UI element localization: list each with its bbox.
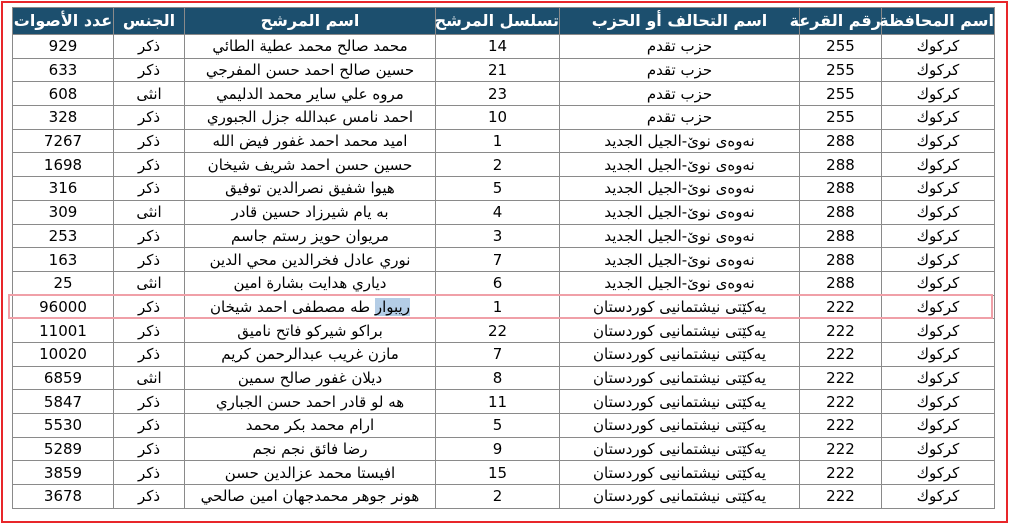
- results-table: [12, 7, 995, 509]
- cell-votes[interactable]: 5530: [13, 414, 114, 438]
- table-row[interactable]: [13, 153, 995, 177]
- cell-gender[interactable]: ذكر: [114, 390, 185, 414]
- table-row[interactable]: [13, 224, 995, 248]
- cell-governorate[interactable]: كركوك: [882, 366, 995, 390]
- cell-candidate[interactable]: دياري هدايت بشارة امين: [185, 271, 436, 295]
- cell-votes[interactable]: 316: [13, 177, 114, 201]
- cell-candidate[interactable]: مازن غريب عبدالرحمن كريم: [185, 342, 436, 366]
- cell-gender[interactable]: ذكر: [114, 414, 185, 438]
- cell-alliance[interactable]: یەکێتی نیشتمانیی کوردستان: [560, 390, 800, 414]
- cell-gender[interactable]: انثى: [114, 271, 185, 295]
- cell-alliance[interactable]: نەوەی نوێ-الجيل الجديد: [560, 200, 800, 224]
- cell-ballot-no[interactable]: 222: [800, 390, 882, 414]
- cell-sequence[interactable]: 2: [436, 153, 560, 177]
- cell-votes[interactable]: 96000: [13, 295, 114, 319]
- cell-ballot-no[interactable]: 255: [800, 82, 882, 106]
- cell-ballot-no[interactable]: 288: [800, 129, 882, 153]
- header-governorate[interactable]: اسم المحافظة: [882, 8, 995, 35]
- cell-gender[interactable]: ذكر: [114, 177, 185, 201]
- cell-governorate[interactable]: كركوك: [882, 58, 995, 82]
- cell-alliance[interactable]: یەکێتی نیشتمانیی کوردستان: [560, 414, 800, 438]
- cell-governorate[interactable]: كركوك: [882, 129, 995, 153]
- table-row[interactable]: [13, 58, 995, 82]
- cell-votes[interactable]: 5289: [13, 437, 114, 461]
- cell-sequence[interactable]: 14: [436, 35, 560, 59]
- table-row[interactable]: [13, 106, 995, 130]
- cell-alliance[interactable]: نەوەی نوێ-الجيل الجديد: [560, 224, 800, 248]
- cell-ballot-no[interactable]: 288: [800, 271, 882, 295]
- cell-gender[interactable]: انثى: [114, 82, 185, 106]
- cell-candidate[interactable]: نوري عادل فخرالدين محي الدين: [185, 248, 436, 272]
- cell-gender[interactable]: ذكر: [114, 129, 185, 153]
- cell-ballot-no[interactable]: 222: [800, 461, 882, 485]
- cell-votes[interactable]: 309: [13, 200, 114, 224]
- cell-ballot-no[interactable]: 255: [800, 106, 882, 130]
- cell-candidate[interactable]: مروه علي ساير محمد الدليمي: [185, 82, 436, 106]
- table-row[interactable]: [13, 129, 995, 153]
- cell-alliance[interactable]: حزب تقدم: [560, 82, 800, 106]
- cell-governorate[interactable]: كركوك: [882, 319, 995, 343]
- cell-governorate[interactable]: كركوك: [882, 248, 995, 272]
- candidate-name-rest: طه مصطفى احمد شيخان: [210, 297, 375, 316]
- cell-governorate[interactable]: كركوك: [882, 224, 995, 248]
- cell-sequence[interactable]: 23: [436, 82, 560, 106]
- cell-candidate[interactable]: براكو شيركو فاتح نامیق: [185, 319, 436, 343]
- cell-governorate[interactable]: كركوك: [882, 414, 995, 438]
- table-row[interactable]: [13, 295, 995, 319]
- table-row[interactable]: [13, 35, 995, 59]
- cell-ballot-no[interactable]: 222: [800, 295, 882, 319]
- cell-alliance[interactable]: یەکێتی نیشتمانیی کوردستان: [560, 366, 800, 390]
- header-row: [13, 8, 995, 35]
- cell-ballot-no[interactable]: 255: [800, 35, 882, 59]
- table-row[interactable]: [13, 414, 995, 438]
- cell-gender[interactable]: انثى: [114, 200, 185, 224]
- cell-gender[interactable]: ذكر: [114, 35, 185, 59]
- cell-gender[interactable]: ذكر: [114, 295, 185, 319]
- cell-sequence[interactable]: 7: [436, 342, 560, 366]
- cell-votes[interactable]: 3678: [13, 485, 114, 509]
- table-row[interactable]: [13, 271, 995, 295]
- cell-candidate[interactable]: حسين صالح احمد حسن المفرجي: [185, 58, 436, 82]
- cell-ballot-no[interactable]: 222: [800, 414, 882, 438]
- cell-alliance[interactable]: حزب تقدم: [560, 58, 800, 82]
- cell-governorate[interactable]: كركوك: [882, 153, 995, 177]
- cell-votes[interactable]: 6859: [13, 366, 114, 390]
- cell-alliance[interactable]: یەکێتی نیشتمانیی کوردستان: [560, 319, 800, 343]
- cell-ballot-no[interactable]: 288: [800, 200, 882, 224]
- cell-sequence[interactable]: 4: [436, 200, 560, 224]
- table-row[interactable]: [13, 342, 995, 366]
- cell-candidate[interactable]: هيوا شفيق نصرالدين توفيق: [185, 177, 436, 201]
- cell-alliance[interactable]: یەکێتی نیشتمانیی کوردستان: [560, 295, 800, 319]
- cell-votes[interactable]: 253: [13, 224, 114, 248]
- header-votes[interactable]: عدد الأصوات: [13, 8, 114, 35]
- table-row[interactable]: [13, 461, 995, 485]
- cell-alliance[interactable]: نەوەی نوێ-الجيل الجديد: [560, 129, 800, 153]
- cell-alliance[interactable]: نەوەی نوێ-الجيل الجديد: [560, 177, 800, 201]
- table-row[interactable]: [13, 319, 995, 343]
- cell-candidate[interactable]: هه لو قادر احمد حسن الجباري: [185, 390, 436, 414]
- cell-alliance[interactable]: حزب تقدم: [560, 35, 800, 59]
- cell-votes[interactable]: 633: [13, 58, 114, 82]
- cell-governorate[interactable]: كركوك: [882, 295, 995, 319]
- cell-sequence[interactable]: 9: [436, 437, 560, 461]
- cell-sequence[interactable]: 15: [436, 461, 560, 485]
- table-row[interactable]: [13, 82, 995, 106]
- cell-sequence[interactable]: 8: [436, 366, 560, 390]
- cell-votes[interactable]: 328: [13, 106, 114, 130]
- cell-ballot-no[interactable]: 222: [800, 319, 882, 343]
- cell-governorate[interactable]: كركوك: [882, 200, 995, 224]
- cell-governorate[interactable]: كركوك: [882, 177, 995, 201]
- cell-alliance[interactable]: یەکێتی نیشتمانیی کوردستان: [560, 342, 800, 366]
- table-row[interactable]: [13, 366, 995, 390]
- cell-sequence[interactable]: 21: [436, 58, 560, 82]
- cell-ballot-no[interactable]: 288: [800, 224, 882, 248]
- header-gender[interactable]: الجنس: [114, 8, 185, 35]
- cell-governorate[interactable]: كركوك: [882, 485, 995, 509]
- cell-votes[interactable]: 10020: [13, 342, 114, 366]
- cell-candidate[interactable]: مريوان حويز رستم جاسم: [185, 224, 436, 248]
- cell-governorate[interactable]: كركوك: [882, 461, 995, 485]
- cell-governorate[interactable]: كركوك: [882, 106, 995, 130]
- cell-candidate[interactable]: [185, 295, 436, 319]
- cell-ballot-no[interactable]: 222: [800, 485, 882, 509]
- cell-candidate[interactable]: ارام محمد بكر محمد: [185, 414, 436, 438]
- cell-ballot-no[interactable]: 288: [800, 177, 882, 201]
- cell-votes[interactable]: 11001: [13, 319, 114, 343]
- cell-alliance[interactable]: حزب تقدم: [560, 106, 800, 130]
- cell-gender[interactable]: ذكر: [114, 153, 185, 177]
- cell-gender[interactable]: ذكر: [114, 342, 185, 366]
- cell-sequence[interactable]: 7: [436, 248, 560, 272]
- cell-alliance[interactable]: نەوەی نوێ-الجيل الجديد: [560, 153, 800, 177]
- cell-gender[interactable]: ذكر: [114, 248, 185, 272]
- cell-sequence[interactable]: 22: [436, 319, 560, 343]
- table-row[interactable]: [13, 437, 995, 461]
- cell-gender[interactable]: ذكر: [114, 485, 185, 509]
- cell-sequence[interactable]: 5: [436, 414, 560, 438]
- cell-gender[interactable]: انثى: [114, 366, 185, 390]
- cell-votes[interactable]: 7267: [13, 129, 114, 153]
- cell-ballot-no[interactable]: 288: [800, 248, 882, 272]
- cell-votes[interactable]: 1698: [13, 153, 114, 177]
- cell-ballot-no[interactable]: 288: [800, 153, 882, 177]
- cell-votes[interactable]: 929: [13, 35, 114, 59]
- cell-candidate[interactable]: احمد نامس عبدالله جزل الجبوري: [185, 106, 436, 130]
- cell-sequence[interactable]: 1: [436, 295, 560, 319]
- cell-gender[interactable]: ذكر: [114, 106, 185, 130]
- cell-gender[interactable]: ذكر: [114, 224, 185, 248]
- header-alliance[interactable]: اسم التحالف أو الحزب: [560, 8, 800, 35]
- cell-sequence[interactable]: 5: [436, 177, 560, 201]
- cell-candidate[interactable]: اميد محمد احمد غفور فيض الله: [185, 129, 436, 153]
- header-ballot-no[interactable]: رقم القرعة: [800, 8, 882, 35]
- cell-sequence[interactable]: 1: [436, 129, 560, 153]
- cell-ballot-no[interactable]: 222: [800, 342, 882, 366]
- cell-governorate[interactable]: كركوك: [882, 35, 995, 59]
- cell-candidate[interactable]: ديلان غفور صالح سمين: [185, 366, 436, 390]
- cell-sequence[interactable]: 11: [436, 390, 560, 414]
- cell-candidate[interactable]: رضا فائق نجم نجم: [185, 437, 436, 461]
- cell-alliance[interactable]: یەکێتی نیشتمانیی کوردستان: [560, 485, 800, 509]
- cell-gender[interactable]: ذكر: [114, 461, 185, 485]
- cell-alliance[interactable]: نەوەی نوێ-الجيل الجديد: [560, 271, 800, 295]
- cell-governorate[interactable]: كركوك: [882, 82, 995, 106]
- cell-sequence[interactable]: 10: [436, 106, 560, 130]
- cell-candidate[interactable]: به يام شيرزاد حسين قادر: [185, 200, 436, 224]
- cell-governorate[interactable]: كركوك: [882, 390, 995, 414]
- cell-votes[interactable]: 608: [13, 82, 114, 106]
- table-row[interactable]: [13, 200, 995, 224]
- cell-ballot-no[interactable]: 222: [800, 437, 882, 461]
- cell-sequence[interactable]: 3: [436, 224, 560, 248]
- cell-alliance[interactable]: یەکێتی نیشتمانیی کوردستان: [560, 437, 800, 461]
- table-row[interactable]: [13, 390, 995, 414]
- cell-votes[interactable]: 3859: [13, 461, 114, 485]
- table-row[interactable]: [13, 485, 995, 509]
- cell-alliance[interactable]: یەکێتی نیشتمانیی کوردستان: [560, 461, 800, 485]
- cell-gender[interactable]: ذكر: [114, 319, 185, 343]
- cell-candidate[interactable]: هونر جوهر محمدجهان امين صالحي: [185, 485, 436, 509]
- cell-candidate[interactable]: افيستا محمد عزالدين حسن: [185, 461, 436, 485]
- cell-governorate[interactable]: كركوك: [882, 271, 995, 295]
- cell-alliance[interactable]: نەوەی نوێ-الجيل الجديد: [560, 248, 800, 272]
- cell-votes[interactable]: 163: [13, 248, 114, 272]
- cell-governorate[interactable]: كركوك: [882, 342, 995, 366]
- cell-sequence[interactable]: 6: [436, 271, 560, 295]
- cell-votes[interactable]: 5847: [13, 390, 114, 414]
- header-sequence[interactable]: تسلسل المرشح: [436, 8, 560, 35]
- cell-gender[interactable]: ذكر: [114, 58, 185, 82]
- header-candidate[interactable]: اسم المرشح: [185, 8, 436, 35]
- table-row[interactable]: [13, 248, 995, 272]
- cell-candidate[interactable]: حسين حسن احمد شريف شيخان: [185, 153, 436, 177]
- cell-ballot-no[interactable]: 222: [800, 366, 882, 390]
- selected-text[interactable]: ريبوار: [374, 297, 410, 316]
- cell-votes[interactable]: 25: [13, 271, 114, 295]
- cell-ballot-no[interactable]: 255: [800, 58, 882, 82]
- cell-sequence[interactable]: 2: [436, 485, 560, 509]
- cell-gender[interactable]: ذكر: [114, 437, 185, 461]
- cell-governorate[interactable]: كركوك: [882, 437, 995, 461]
- cell-candidate[interactable]: محمد صالح محمد عطية الطائي: [185, 35, 436, 59]
- table-row[interactable]: [13, 177, 995, 201]
